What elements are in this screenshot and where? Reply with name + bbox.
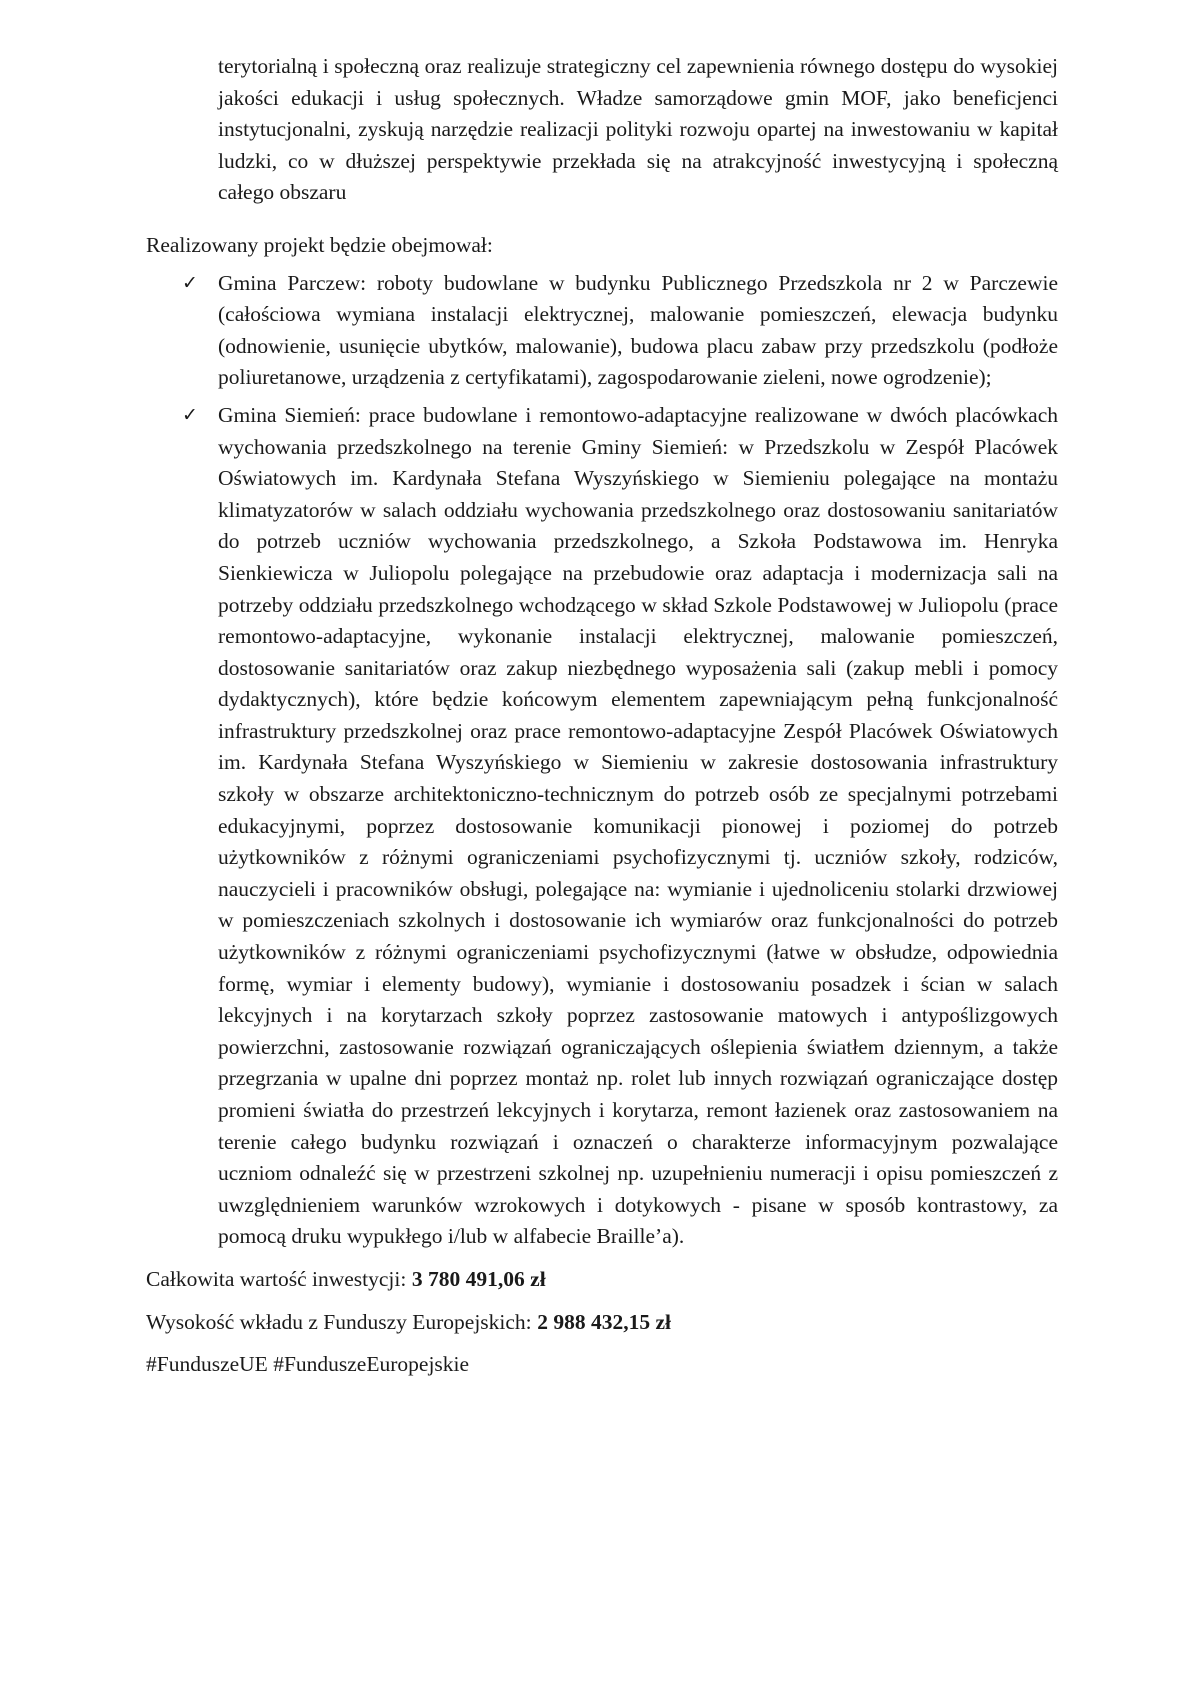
eu-contribution-line (146, 1307, 1058, 1339)
total-investment-label: Całkowita wartość inwestycji: (146, 1266, 407, 1291)
checkmark-icon: ✓ (182, 271, 198, 294)
list-item-parczew (146, 268, 1058, 394)
eu-contribution-label: Wysokość wkładu z Funduszy Europejskich: (146, 1309, 532, 1334)
total-investment-value: 3 780 491,06 zł (411, 1266, 546, 1291)
eu-contribution-value: 2 988 432,15 zł (537, 1309, 672, 1334)
list-header: Realizowany projekt będzie obejmował: (146, 232, 493, 257)
intro-paragraph: terytorialną i społeczną oraz realizuje strategiczny cel zapewnienia równego dostępu do wysokiej jakości edukacji i usług społecznych. Władze samorządowe gmin MOF, jako beneficjenci instytucjonalni, zyskują narzędzie realizacji polityki rozwoju opartej na inwestowaniu w kapitał ludzki, co w dłuższej perspektywie przekłada się na atrakcyjność inwestycyjną i społeczną całego obszaru (218, 54, 1058, 205)
list-item-text-parczew: Gmina Parczew: roboty budowlane w budynku Publicznego Przedszkola nr 2 w Parczewie (całościowa wymiana instalacji elektrycznej, malowanie pomieszczeń, elewacja budynku (odnowienie, usunięcie ubytków, malowanie), budowa placu zabaw przy przedszkolu (podłoże poliuretanowe, urządzenia z certyfikatami), zagospodarowanie zieleni, nowe ogrodzenie); (218, 270, 1058, 390)
total-investment-line (146, 1264, 1058, 1296)
list-item-text-siemien: Gmina Siemień: prace budowlane i remontowo-adaptacyjne realizowane w dwóch placówkach wychowania przedszkolnego na terenie Gminy Siemień: w Przedszkolu w Zespół Placówek Oświatowych im. Kardynała Stefana Wyszyńskiego w Siemieniu polegające na montażu klimatyzatorów w salach oddziału wychowania przedszkolnego oraz dostosowaniu sanitariatów do potrzeb uczniów wychowania przedszkolnego, a Szkoła Podstawowa im. Henryka Sienkiewicza w Juliopolu polegające na przebudowie oraz adaptacja i modernizacja sali na potrzeby oddziału przedszkolnego wchodzącego w skład Szkole Podstawowej w Juliopolu (prace remontowo-adaptacyjne, wykonanie instalacji elektrycznej, malowanie pomieszczeń, dostosowanie sanitariatów oraz zakup niezbędnego wyposażenia sali (zakup mebli i pomocy dydaktycznych), które będzie końcowym elementem zapewniającym pełną funkcjonalność infrastruktury przedszkolnej oraz prace remontowo-adaptacyjne Zespół Placówek Oświatowych im. Kardynała Stefana Wyszyńskiego w Siemieniu w zakresie dostosowania infrastruktury szkoły w obszarze architektoniczno-technicznym do potrzeb osób ze specjalnymi potrzebami edukacyjnymi, poprzez dostosowanie komunikacji pionowej i poziomej do potrzeb użytkowników z różnymi ograniczeniami psychofizycznymi tj. uczniów szkoły, rodziców, nauczycieli i pracowników obsługi, polegające na: wymianie i ujednoliceniu stolarki drzwiowej w pomieszczeniach szkolnych i dostosowanie ich wymiarów oraz funkcjonalności do potrzeb użytkowników z różnymi ograniczeniami psychofizycznymi (łatwe w obsłudze, odpowiednia formę, wymiar i elementy budowy), wymianie i dostosowaniu posadzek i ścian w salach lekcyjnych i na korytarzach szkoły poprzez zastosowanie matowych i antypoślizgowych powierzchni, zastosowanie rozwiązań ograniczających oślepienia światłem dziennym, a także przegrzania w upalne dni poprzez montaż np. rolet lub innych rozwiązań ograniczające dostęp promieni światła do przestrzeń lekcyjnych i korytarza, remont łazienek oraz zastosowaniem na terenie całego budynku rozwiązań i oznaczeń o charakterze informacyjnym pozwalające uczniom odnaleźć się w przestrzeni szkolnej np. uzupełnieniu numeracji i opisu pomieszczeń z uwzględnieniem warunków wzrokowych i dotykowych - pisane w sposób kontrastowy, za pomocą druku wypukłego i/lub w alfabecie Braille’a). (218, 402, 1058, 1249)
checkmark-icon: ✓ (182, 403, 198, 426)
hashtags-line: #FunduszeUE #FunduszeEuropejskie (146, 1352, 470, 1377)
list-item-siemien (146, 400, 1058, 1253)
